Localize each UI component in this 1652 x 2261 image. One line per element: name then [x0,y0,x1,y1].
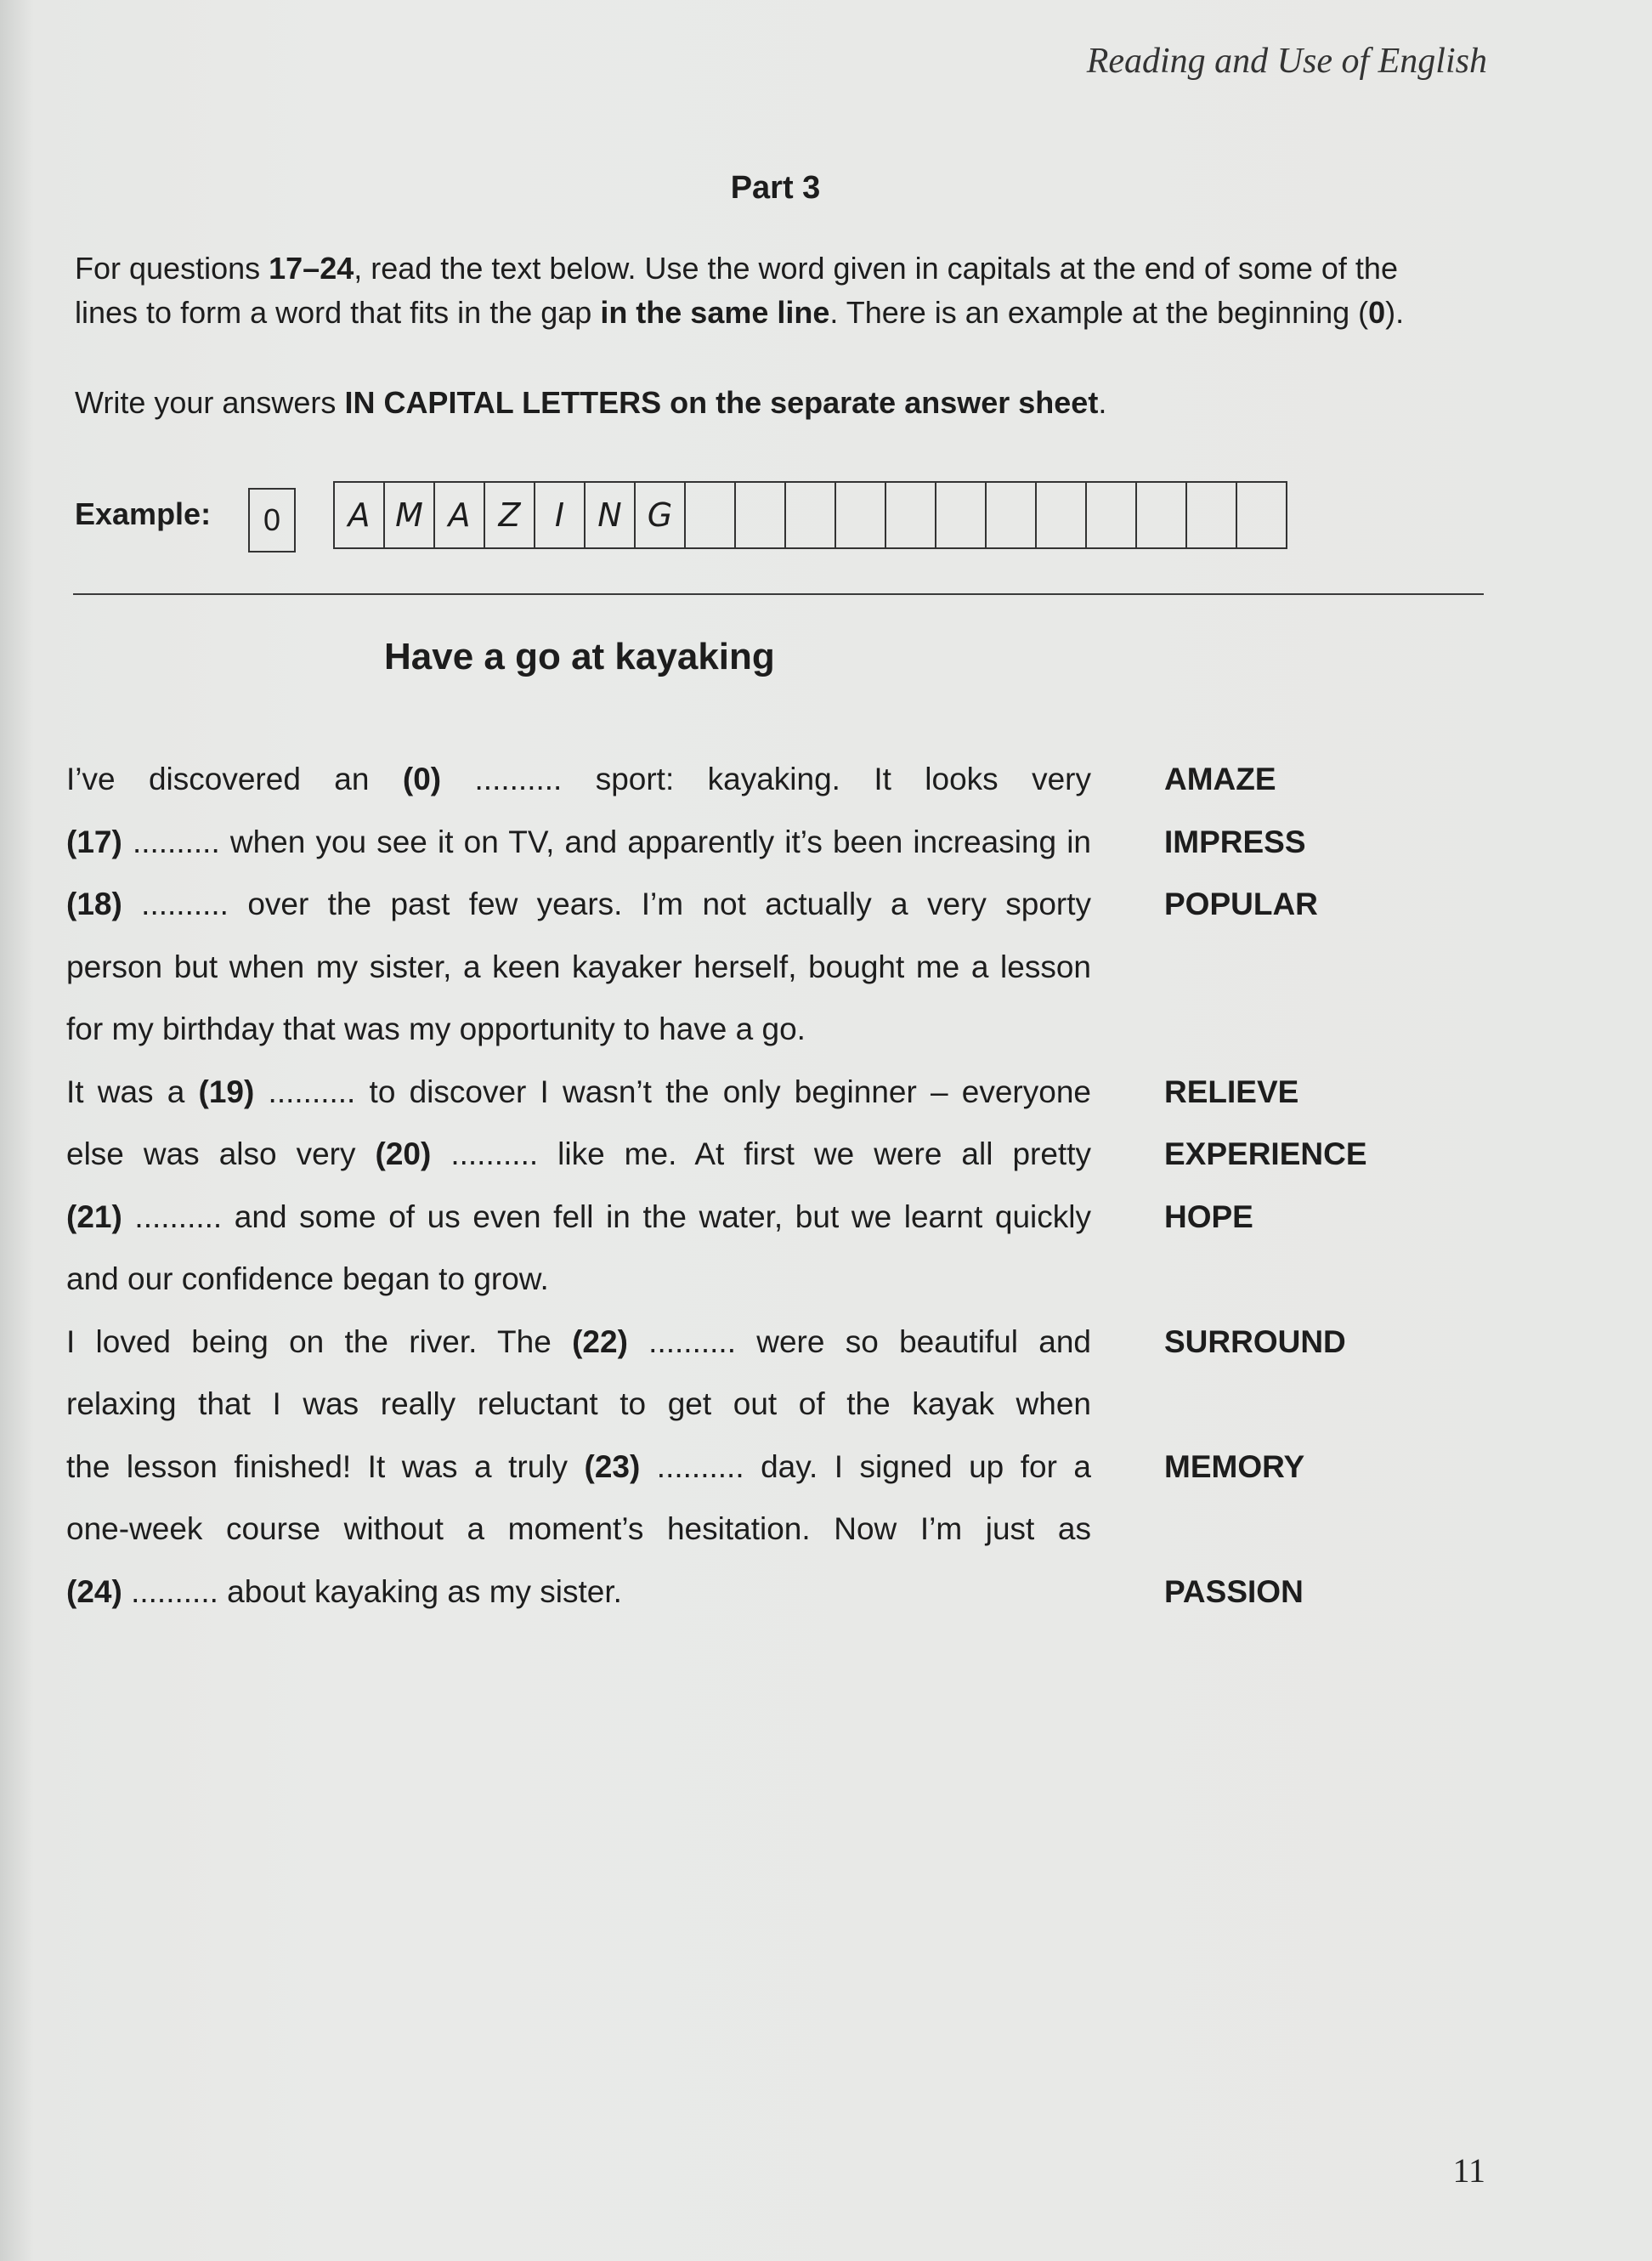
line-text-after-gap: .......... day. I signed up for a [640,1448,1091,1484]
text-line-content [66,1186,1091,1249]
line-text-before-gap: person but when my sister, a keen kayaker herself, bought me a lesson [66,949,1091,984]
text-line-content [66,811,1091,874]
text-line [66,1498,1511,1561]
line-text-after-gap: .......... were so beautiful and [627,1323,1091,1359]
gap-number: (17) [66,824,122,859]
gap-number: (22) [572,1323,628,1359]
keyword: EXPERIENCE [1164,1136,1367,1171]
text-line-content [66,1311,1091,1374]
example-letter-cell [736,483,786,547]
example-letter-cell: A [435,483,485,547]
part-title: Part 3 [730,170,821,206]
gap-number: (21) [66,1198,122,1234]
text-line-content [66,1248,1091,1311]
line-text-after-gap: .......... about kayaking as my sister. [122,1573,622,1609]
example-letter-cell: Z [485,483,535,547]
line-text-before-gap: I loved being on the river. The [66,1323,573,1359]
line-text-after-gap: .......... over the past few years. I’m not actually a very sporty [122,887,1091,921]
text-line-content [66,1061,1091,1124]
gap-number: (0) [402,762,442,796]
page-number: 11 [1452,2151,1485,2190]
example-letter-cell [686,483,736,547]
line-text-after-gap: .......... sport: kayaking. It looks very [441,762,1091,796]
text-line-content [66,873,1091,936]
text-line [66,1373,1511,1436]
example-letter-cell [1237,483,1287,547]
text-line-content [66,1498,1091,1561]
example-letter-cell [987,483,1037,547]
line-text-after-gap: .......... to discover I wasn’t the only beginner – everyone [254,1074,1091,1109]
example-letter-cell: M [385,483,435,547]
text-line-content [66,998,1091,1061]
line-text-before-gap: It was a [66,1074,199,1109]
keyword: RELIEVE [1164,1074,1299,1109]
example-letter-grid [333,481,1287,549]
text-line [66,1123,1511,1186]
example-letter-cell [836,483,886,547]
text-line [66,1561,1511,1624]
example-label: Example: [75,496,212,531]
line-text-before-gap: relaxing that I was really reluctant to get out of the kayak when [66,1386,1091,1421]
example-letter-cell [786,483,836,547]
text-line [66,873,1511,936]
example-letter-cell [936,483,987,547]
line-text-after-gap: .......... when you see it on TV, and apparently it’s been increasing in [122,824,1091,859]
example-letter-cell [1187,483,1237,547]
line-text-after-gap: .......... and some of us even fell in the water, but we learnt quickly [122,1198,1091,1234]
text-line [66,811,1511,874]
instructions: For questions 17–24, read the text below. Use the word given in capitals at the end of some of the lines to form a word that fits in the gap in the same line. There is an example at the beginning (0). [75,251,1405,330]
text-line [66,1061,1511,1124]
keyword: SURROUND [1164,1323,1346,1359]
line-text-before-gap: the lesson finished! It was a truly [66,1448,585,1484]
text-title: Have a go at kayaking [384,636,775,677]
gap-number: (24) [66,1573,122,1609]
line-text-before-gap: for my birthday that was my opportunity to have a go. [66,1012,806,1046]
text-line [66,1311,1511,1374]
gap-number: (20) [375,1136,432,1171]
keyword: POPULAR [1164,887,1318,921]
example-letter-cell: A [335,483,385,547]
keyword: PASSION [1164,1573,1304,1609]
text-line [66,936,1511,999]
text-line-content [66,936,1091,999]
keyword: AMAZE [1164,762,1276,796]
example-letter-cell: I [535,483,586,547]
answer-instructions: Write your answers IN CAPITAL LETTERS on the separate answer sheet. [75,385,1107,420]
line-text-before-gap: I’ve discovered an [66,762,403,796]
text-line [66,1186,1511,1249]
text-line [66,1248,1511,1311]
keyword: HOPE [1164,1198,1253,1234]
gap-number: (19) [198,1074,255,1109]
line-text-before-gap: one-week course without a moment’s hesitation. Now I’m just as [66,1511,1091,1546]
text-line [66,1436,1511,1499]
text-line [66,748,1511,811]
text-line [66,998,1511,1061]
example-letter-cell [886,483,936,547]
line-text-before-gap: else was also very [66,1136,376,1171]
text-line-content [66,1123,1091,1186]
example-letter-cell [1087,483,1137,547]
example-number-box: 0 [248,488,296,552]
line-text-before-gap: and our confidence began to grow. [66,1261,549,1296]
gap-fill-text [66,748,1511,1623]
example-letter-cell: N [586,483,636,547]
example-letter-cell: G [636,483,686,547]
text-line-content [66,1373,1091,1436]
example-letter-cell [1037,483,1087,547]
keyword: MEMORY [1164,1448,1305,1484]
gap-number: (23) [584,1448,641,1484]
gap-number: (18) [66,887,122,921]
text-line-content [66,748,1091,811]
line-text-after-gap: .......... like me. At first we were all pretty [431,1136,1091,1171]
divider [73,593,1484,595]
keyword: IMPRESS [1164,824,1306,859]
example-letter-cell [1137,483,1187,547]
running-header: Reading and Use of English [1086,42,1487,81]
text-line-content [66,1561,1091,1624]
text-line-content [66,1436,1091,1499]
